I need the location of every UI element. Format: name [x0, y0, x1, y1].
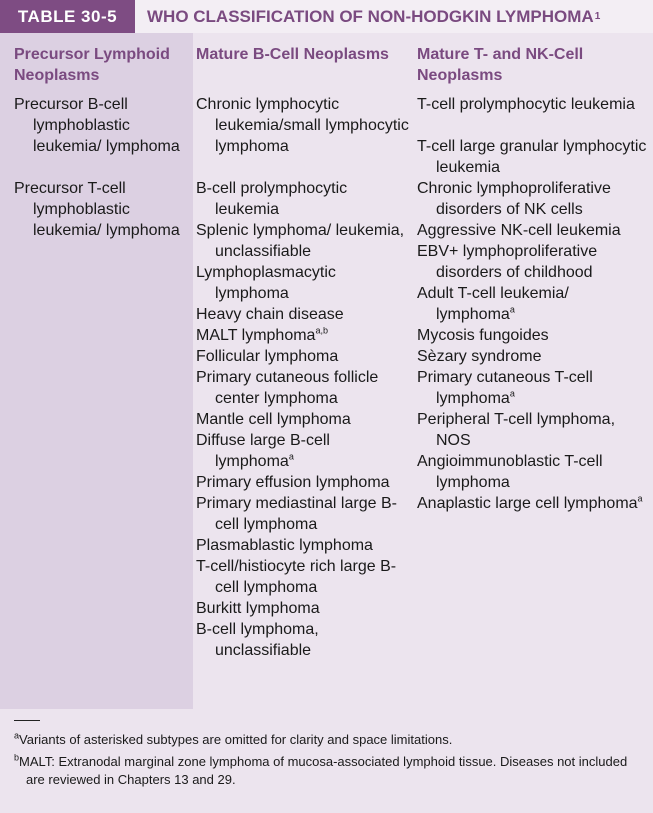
table-cell-entry: Precursor T-cell lymphoblastic leukemia/ lymphoma — [14, 180, 180, 239]
table-cell-entry: Mantle cell lymphoma — [196, 411, 351, 428]
table-cell-entry: Heavy chain disease — [196, 306, 344, 323]
table-title — [135, 0, 600, 33]
footnote-ref: a — [509, 304, 515, 315]
footnote-ref: a,b — [315, 325, 328, 336]
table-cell-entry: Chronic lymphocytic leukemia/small lymphocytic lymphoma — [196, 96, 409, 155]
column-header: Precursor Lymphoid Neoplasms — [14, 46, 170, 84]
table-cell-entry: Mycosis fungoides — [417, 327, 549, 344]
footnote-ref: a — [637, 493, 643, 504]
table-cell-entry: Adult T-cell leukemia/ lymphoma$^a$ — [417, 285, 569, 323]
footnote-mark: a — [14, 730, 20, 741]
column-mature-t-nk — [417, 44, 647, 514]
table-cell-entry: MALT lymphoma$^{a,b}$ — [196, 325, 328, 344]
table-cell-entry: B-cell lymphoma, unclassifiable — [196, 621, 319, 659]
table-cell-entry: T-cell prolymphocytic leukemia — [417, 96, 635, 113]
table-cell-entry: Primary mediastinal large B-cell lymphoma — [196, 495, 397, 533]
table-cell-entry: B-cell prolymphocytic leukemia — [196, 180, 348, 218]
table-cell-entry: Peripheral T-cell lymphoma, NOS — [417, 411, 616, 449]
group-list — [417, 136, 647, 514]
table-cell-entry: Lymphoplasmacytic lymphoma — [196, 264, 336, 302]
footnote-ref: a — [509, 388, 515, 399]
table-cell-entry: T-cell large granular lymphocytic leukemia — [417, 138, 647, 176]
footnote-rule — [14, 720, 40, 721]
column-mature-b — [196, 44, 411, 661]
footnote-text: MALT: Extranodal marginal zone lymphoma of mucosa-associated lymphoid tissue. Diseases not included are reviewed in Chapters 13 and 29. — [19, 754, 628, 787]
table-cell-entry: Chronic lymphoproliferative disorders of NK cells — [417, 180, 611, 218]
table-cell-entry: Diffuse large B-cell lymphoma$^a$ — [196, 432, 330, 470]
table-cell-entry: EBV+ lymphoproliferative disorders of childhood — [417, 243, 598, 281]
group-list — [417, 94, 647, 115]
table-cell-entry: Precursor B-cell lymphoblastic leukemia/ lymphoma — [14, 96, 180, 155]
footnote-text: Variants of asterisked subtypes are omitted for clarity and space limitations. — [19, 732, 453, 747]
table-cell-entry: Follicular lymphoma — [196, 348, 339, 365]
table-number: TABLE 30-5 — [0, 0, 135, 33]
footnote-ref: a — [288, 451, 294, 462]
group-list — [196, 178, 411, 661]
table-cell-entry: Plasmablastic lymphoma — [196, 537, 373, 554]
table-title-bar — [0, 0, 653, 33]
footnote-mark: b — [14, 752, 20, 763]
column-header: Mature T- and NK-Cell Neoplasms — [417, 46, 584, 84]
table-cell-entry: Angioimmunoblastic T-cell lymphoma — [417, 453, 603, 491]
table-cell-entry: Aggressive NK-cell leukemia — [417, 222, 621, 239]
column-precursor — [14, 44, 192, 241]
footnotes — [14, 720, 644, 793]
table-title-text: WHO CLASSIFICATION OF NON-HODGKIN LYMPHOMA — [147, 6, 594, 26]
table-cell-entry: Primary cutaneous follicle center lymphoma — [196, 369, 379, 407]
table-cell-entry: Primary cutaneous T-cell lymphoma$^a$ — [417, 369, 593, 407]
table-cell-entry: Burkitt lymphoma — [196, 600, 320, 617]
table-cell-entry: Anaplastic large cell lymphoma$^a$ — [417, 493, 643, 512]
table-cell-entry: T-cell/histiocyte rich large B-cell lymphoma — [196, 558, 397, 596]
footnote-a — [14, 731, 644, 749]
table-cell-entry: Splenic lymphoma/ leukemia, unclassifiable — [196, 222, 405, 260]
column-header: Mature B-Cell Neoplasms — [196, 46, 389, 63]
group-list — [14, 94, 192, 157]
footnote-b — [14, 753, 644, 789]
group-list — [196, 94, 411, 157]
table-cell-entry: Sèzary syndrome — [417, 348, 542, 365]
table-cell-entry: Primary effusion lymphoma — [196, 474, 390, 491]
group-list — [14, 178, 192, 241]
title-footnote-mark: 1 — [594, 11, 601, 22]
